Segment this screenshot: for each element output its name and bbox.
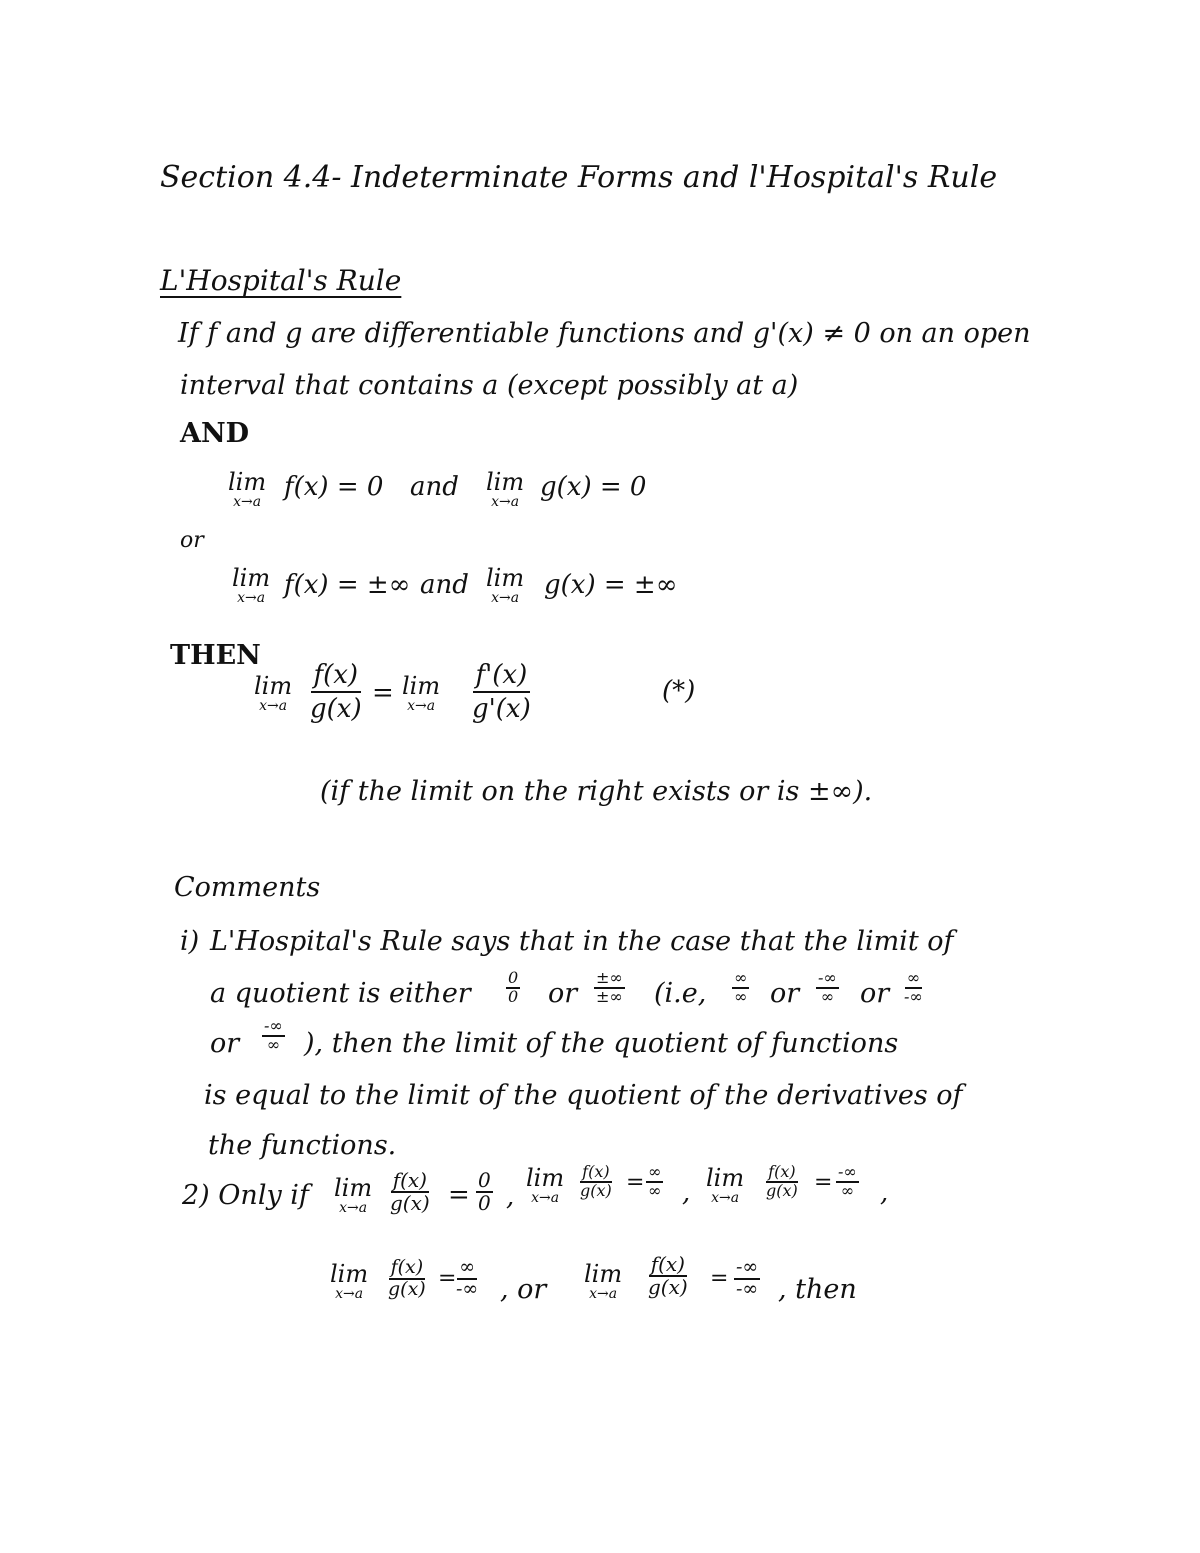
denominator: -∞ bbox=[904, 986, 923, 1006]
lim-text: lim bbox=[706, 1164, 745, 1192]
lim-sub: x→a bbox=[339, 1200, 368, 1217]
equals-sign: = bbox=[626, 1170, 645, 1195]
comment-1-line-4: is equal to the limit of the quotient of the derivatives of bbox=[204, 1080, 963, 1111]
or-text: , or bbox=[500, 1274, 547, 1305]
condition-note: (if the limit on the right exists or is ±∞). bbox=[320, 776, 873, 807]
limit-conclusion-left bbox=[254, 674, 292, 714]
numerator: ∞ bbox=[648, 1162, 662, 1181]
lim-text: lim bbox=[584, 1260, 623, 1288]
lim-sub: x→a bbox=[335, 1286, 364, 1303]
lim-sub: x→a bbox=[491, 590, 520, 607]
lim-text: lim bbox=[228, 468, 267, 496]
limit-c2-2 bbox=[526, 1166, 564, 1206]
equation-star-label: (*) bbox=[662, 676, 696, 706]
numerator: ∞ bbox=[734, 968, 748, 987]
then-text: , then bbox=[778, 1274, 857, 1305]
limit-c2-1 bbox=[334, 1176, 372, 1216]
lim-text: lim bbox=[334, 1174, 373, 1202]
denominator: g(x) bbox=[310, 694, 362, 724]
limit-case1-f bbox=[228, 470, 266, 510]
value-zero-over-zero bbox=[476, 1170, 493, 1214]
numerator: f(x) bbox=[582, 1162, 610, 1181]
numerator: ∞ bbox=[459, 1256, 476, 1278]
limit-c2-4 bbox=[330, 1262, 368, 1302]
case2-and: and bbox=[420, 570, 469, 600]
denominator: ∞ bbox=[820, 986, 835, 1006]
denominator: g'(x) bbox=[472, 694, 531, 724]
numerator: f(x) bbox=[311, 660, 362, 693]
or-label: or bbox=[180, 528, 204, 553]
denominator: ∞ bbox=[734, 986, 748, 1006]
denominator: g(x) bbox=[390, 1191, 430, 1215]
numerator: f'(x) bbox=[473, 660, 531, 693]
denominator: ∞ bbox=[648, 1180, 662, 1200]
fraction-pminf-over-pminf bbox=[594, 970, 625, 1006]
page-title: Section 4.4- Indeterminate Forms and l'Hospital's Rule bbox=[160, 160, 998, 195]
lim-sub: x→a bbox=[589, 1286, 618, 1303]
ie-text: (i.e, bbox=[654, 978, 707, 1009]
limit-case2-f bbox=[232, 566, 270, 606]
denominator: g(x) bbox=[648, 1275, 688, 1299]
case2-g-expr: g(x) = ±∞ bbox=[544, 570, 678, 600]
case2-f-expr: f(x) = ±∞ bbox=[284, 570, 411, 600]
denominator: g(x) bbox=[388, 1277, 426, 1300]
lim-text: lim bbox=[486, 564, 525, 592]
numerator: f(x) bbox=[390, 1256, 424, 1278]
denominator: 0 bbox=[508, 986, 519, 1006]
value-inf-over-inf bbox=[646, 1164, 663, 1200]
comma: , bbox=[682, 1178, 691, 1208]
equals-sign: = bbox=[710, 1266, 729, 1291]
equals-sign: = bbox=[448, 1180, 470, 1210]
value-neginf-over-neginf bbox=[734, 1258, 760, 1300]
or-text: or bbox=[860, 978, 890, 1009]
comments-heading: Comments bbox=[174, 872, 321, 903]
or-text: or bbox=[770, 978, 800, 1009]
limit-case1-g bbox=[486, 470, 524, 510]
denominator: ∞ bbox=[266, 1034, 281, 1054]
fraction-zero-over-zero bbox=[506, 970, 520, 1006]
hypothesis-line-1: If f and g are differentiable functions and g'(x) ≠ 0 on an open bbox=[178, 318, 1031, 349]
conclusion-left-fraction bbox=[310, 660, 362, 724]
hypothesis-line-2: interval that contains a (except possibly at a) bbox=[180, 370, 799, 401]
quotient-fraction bbox=[390, 1170, 430, 1214]
case1-and: and bbox=[410, 472, 459, 502]
comma: , bbox=[506, 1182, 515, 1212]
lim-sub: x→a bbox=[711, 1190, 740, 1207]
rule-heading: L'Hospital's Rule bbox=[160, 264, 402, 297]
lim-text: lim bbox=[330, 1260, 369, 1288]
lim-sub: x→a bbox=[407, 698, 436, 715]
lim-text: lim bbox=[232, 564, 271, 592]
numerator: f(x) bbox=[392, 1168, 427, 1192]
comment-1-line-1: L'Hospital's Rule says that in the case that the limit of bbox=[210, 926, 954, 957]
lim-sub: x→a bbox=[233, 494, 262, 511]
lim-text: lim bbox=[402, 672, 441, 700]
numerator: -∞ bbox=[736, 1256, 759, 1278]
numerator: -∞ bbox=[838, 1162, 857, 1181]
lim-text: lim bbox=[254, 672, 293, 700]
limit-case2-g bbox=[486, 566, 524, 606]
denominator: -∞ bbox=[736, 1277, 759, 1300]
numerator: -∞ bbox=[264, 1016, 283, 1035]
equals-sign: = bbox=[372, 678, 394, 708]
lim-sub: x→a bbox=[259, 698, 288, 715]
comment-2-label: 2) Only if bbox=[182, 1180, 309, 1211]
case1-g-expr: g(x) = 0 bbox=[540, 472, 647, 502]
denominator: 0 bbox=[478, 1191, 491, 1215]
comment-1-line-3: ), then the limit of the quotient of functions bbox=[304, 1028, 899, 1059]
denominator: ±∞ bbox=[596, 986, 623, 1006]
or-text: or bbox=[548, 978, 578, 1009]
numerator: f(x) bbox=[768, 1162, 796, 1181]
fraction-neginf-over-inf bbox=[816, 970, 839, 1006]
lim-text: lim bbox=[526, 1164, 565, 1192]
quotient-fraction bbox=[766, 1164, 798, 1200]
and-label: AND bbox=[180, 418, 250, 449]
numerator: 0 bbox=[478, 1168, 491, 1192]
quotient-fraction bbox=[648, 1254, 688, 1298]
or-text: or bbox=[210, 1028, 240, 1059]
value-inf-over-neginf bbox=[456, 1258, 478, 1300]
quotient-fraction bbox=[580, 1164, 612, 1200]
fraction-inf-over-inf bbox=[732, 970, 749, 1006]
equals-sign: = bbox=[438, 1266, 457, 1291]
fraction-neginf-over-inf bbox=[262, 1018, 285, 1054]
lim-text: lim bbox=[486, 468, 525, 496]
case1-f-expr: f(x) = 0 bbox=[284, 472, 384, 502]
denominator: g(x) bbox=[766, 1180, 798, 1200]
numerator: f(x) bbox=[650, 1252, 685, 1276]
numerator: 0 bbox=[508, 968, 519, 987]
numerator: ∞ bbox=[906, 968, 921, 987]
lim-sub: x→a bbox=[491, 494, 520, 511]
lim-sub: x→a bbox=[237, 590, 266, 607]
comment-1-label: i) bbox=[180, 926, 200, 957]
denominator: -∞ bbox=[456, 1277, 479, 1300]
equals-sign: = bbox=[814, 1170, 833, 1195]
comment-1-line-5: the functions. bbox=[208, 1130, 397, 1161]
value-neginf-over-inf bbox=[836, 1164, 859, 1200]
limit-c2-3 bbox=[706, 1166, 744, 1206]
denominator: g(x) bbox=[580, 1180, 612, 1200]
comma: , bbox=[880, 1178, 889, 1208]
numerator: ±∞ bbox=[596, 968, 623, 987]
comment-1-line-2: a quotient is either bbox=[210, 978, 471, 1009]
limit-c2-5 bbox=[584, 1262, 622, 1302]
limit-conclusion-right bbox=[402, 674, 440, 714]
numerator: -∞ bbox=[818, 968, 837, 987]
quotient-fraction bbox=[388, 1258, 426, 1300]
fraction-inf-over-neginf bbox=[904, 970, 923, 1006]
then-label: THEN bbox=[170, 640, 261, 671]
conclusion-right-fraction bbox=[472, 660, 531, 724]
lim-sub: x→a bbox=[531, 1190, 560, 1207]
denominator: ∞ bbox=[840, 1180, 855, 1200]
